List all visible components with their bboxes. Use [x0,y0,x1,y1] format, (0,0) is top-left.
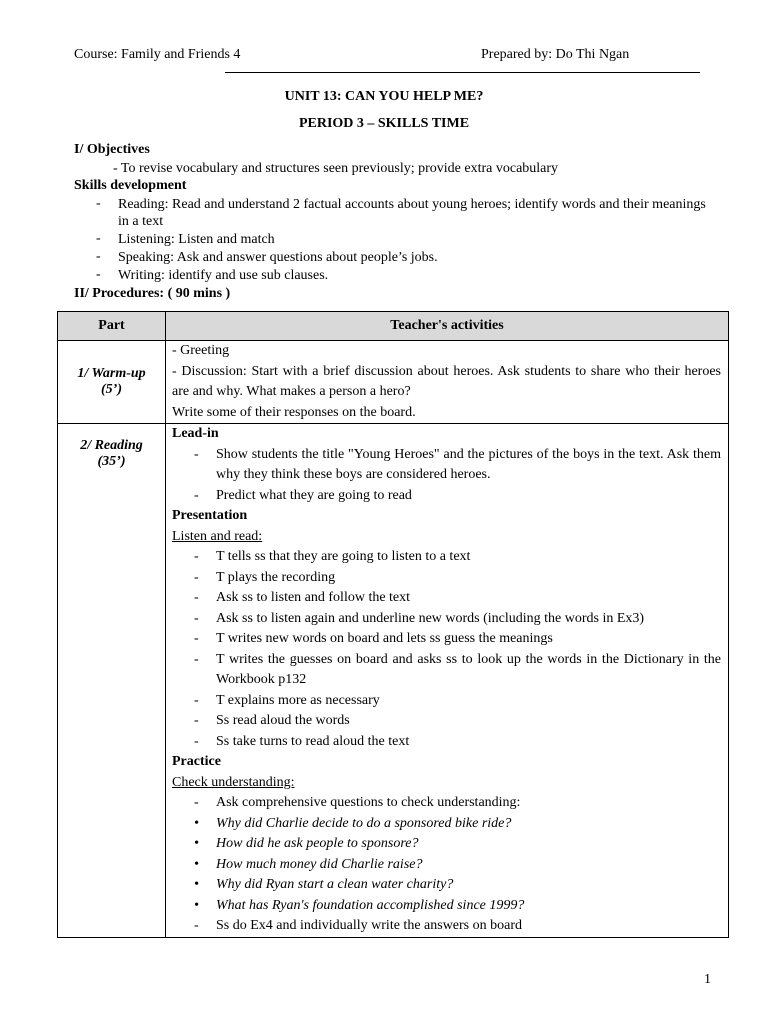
presentation-item: - Ask ss to listen again and underline new words (including the words in Ex3) [172,609,721,630]
presentation-item: - T writes new words on board and lets ss guess the meanings [172,629,721,650]
bullet-dot-icon: • [194,836,199,851]
skill-item: Reading: Read and understand 2 factual accounts about young heroes; identify words and their meanings in a text [118,197,706,229]
reading-part-time: (35’) [97,454,126,469]
bullet-dot-icon: • [194,815,199,831]
bullet-dash: - [194,918,199,933]
warmup-activities [166,341,729,424]
listen-read-label: Listen and read: [172,528,263,544]
question-item: • What has Ryan's foundation accomplished since 1999? [172,896,721,917]
bullet-dash: - [194,610,199,626]
skill-item: Writing: identify and use sub clauses. [118,268,329,283]
presentation-item: - T plays the recording [172,568,721,589]
bullet-dash: - [194,446,199,462]
activities-header: Teacher's activities [166,312,729,341]
check-intro-item: - Ask comprehensive questions to check understanding: [172,793,721,814]
prepared-by-label: Prepared by: Do Thi Ngan [481,47,630,62]
leadin-item: - Predict what they are going to read [172,486,721,507]
leadin-heading: Lead-in [172,426,219,441]
warmup-part-cell [58,341,166,424]
unit-title: UNIT 13: CAN YOU HELP ME? [284,89,484,104]
question-item: • Why did Ryan start a clean water charity? [172,875,721,896]
question-item: • Why did Charlie decide to do a sponsored bike ride? [172,814,721,835]
course-label: Course: Family and Friends 4 [74,47,241,62]
warmup-row [58,341,729,424]
reading-activities [166,424,729,938]
bullet-dash: - [194,733,199,749]
presentation-item: - Ss read aloud the words [172,711,721,732]
bullet-dash: - [96,196,101,211]
skill-item: Speaking: Ask and answer questions about people’s jobs. [118,250,438,265]
final-item: - Ss do Ex4 and individually write the answers on board [172,916,721,937]
practice-heading: Practice [172,754,221,769]
bullet-dash: - [194,795,199,810]
question-item: • How much money did Charlie raise? [172,855,721,876]
bullet-dash: - [194,487,199,503]
header-rule [225,72,700,73]
reading-part-cell [58,424,166,938]
presentation-item: - Ask ss to listen and follow the text [172,588,721,609]
warmup-line: - Greeting [172,343,230,358]
warmup-line: - Discussion: Start with a brief discussion about heroes. Ask students to share who their heroes are and why. What makes a person a hero? [172,363,721,399]
presentation-item: - T tells ss that they are going to listen to a text [172,547,721,568]
table-header-row [58,312,729,341]
bullet-dash: - [194,651,199,667]
bullet-dash: - [194,569,199,585]
warmup-part-name: 1/ Warm-up [77,366,146,381]
period-title: PERIOD 3 – SKILLS TIME [298,116,470,131]
presentation-item: - Ss take turns to read aloud the text [172,732,721,753]
skills-heading: Skills development [74,178,187,193]
leadin-item: - Show students the title "Young Heroes" and the pictures of the boys in the text. Ask them why they think these boys are considered heroes. [194,446,721,482]
bullet-dot-icon: • [194,856,199,872]
presentation-item: - T writes the guesses on board and asks ss to look up the words in the Dictionary in the Workbook p132 [194,651,721,687]
check-understanding-label: Check understanding: [172,774,295,790]
question-item: • How did he ask people to sponsore? [172,834,721,855]
bullet-dash: - [194,590,199,605]
bullet-dash: - [96,249,101,264]
reading-part-name: 2/ Reading [80,438,143,453]
bullet-dot-icon: • [194,897,199,913]
reading-row [58,424,729,938]
objectives-heading: I/ Objectives [74,142,150,157]
bullet-dash: - [96,267,101,282]
bullet-dot-icon: • [194,877,199,892]
warmup-line: Write some of their responses on the board. [172,404,416,420]
presentation-item: - T explains more as necessary [172,691,721,712]
skill-item: Listening: Listen and match [118,232,275,247]
page-number: 1 [704,972,711,987]
procedures-table [57,311,729,938]
bullet-dash: - [194,692,199,708]
page-header [74,47,700,69]
bullet-dash: - [96,231,101,246]
bullet-dash: - [194,549,199,564]
bullet-dash: - [194,631,199,646]
warmup-part-time: (5’) [101,382,122,397]
presentation-heading: Presentation [172,508,248,523]
objectives-line: - To revise vocabulary and structures seen previously; provide extra vocabulary [113,161,559,176]
bullet-dash: - [194,713,199,728]
procedures-heading: II/ Procedures: ( 90 mins ) [74,286,231,301]
part-header: Part [58,312,166,341]
